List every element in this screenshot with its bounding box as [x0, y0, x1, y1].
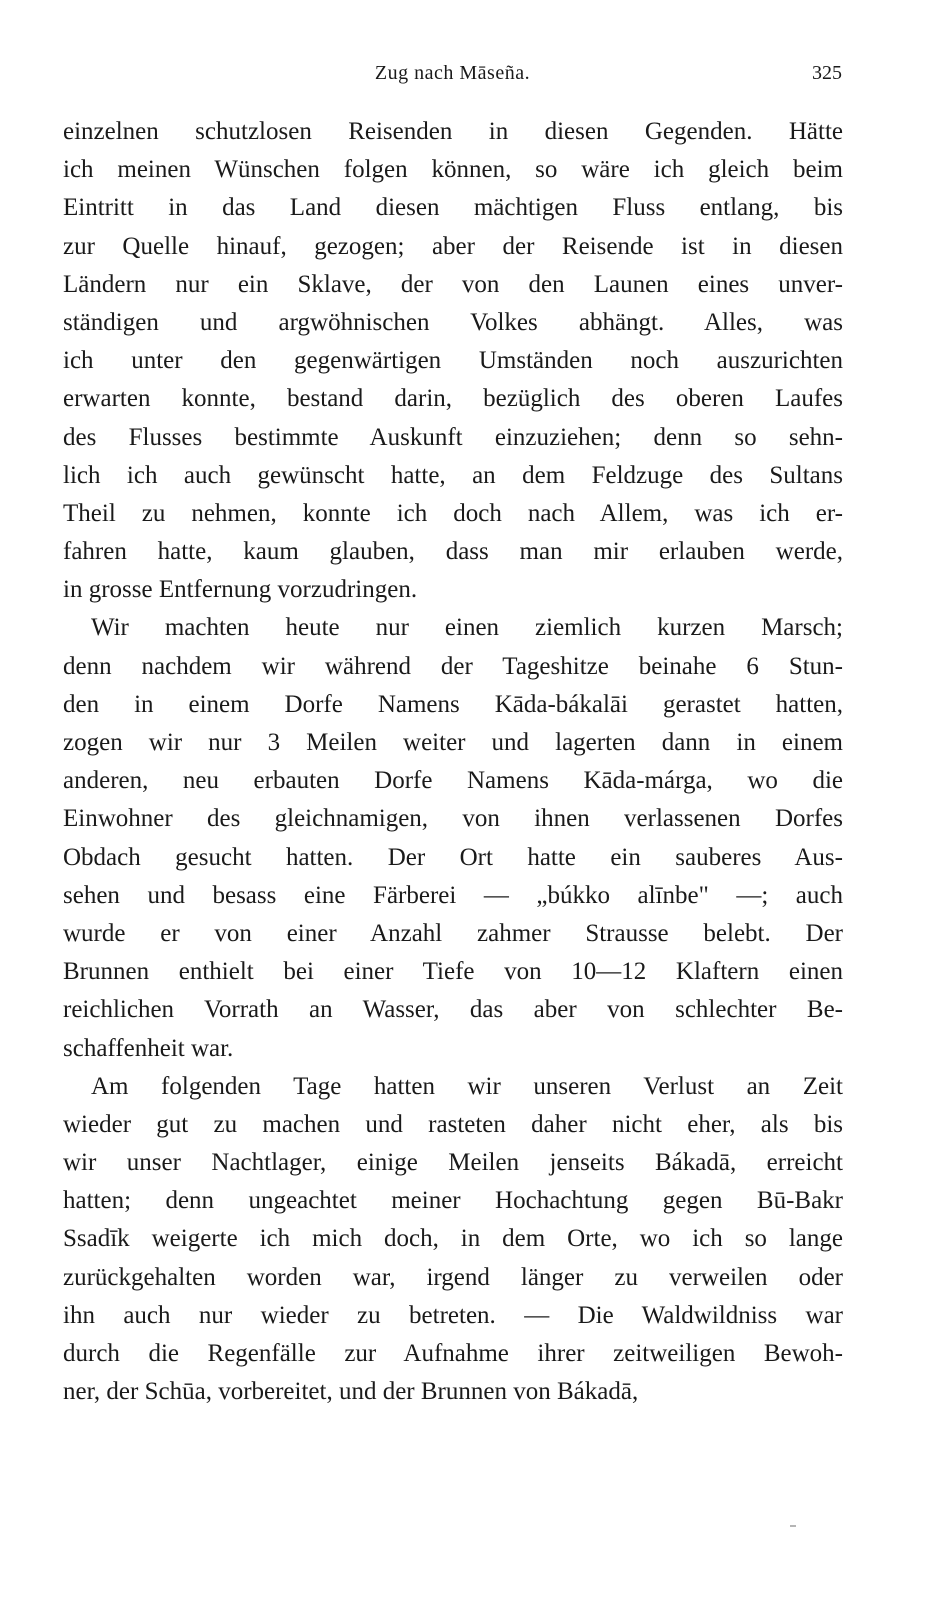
- text-line: des Flusses bestimmte Auskunft einzuziehen; denn so sehn-: [63, 423, 843, 451]
- text-line: in grosse Entfernung vorzudringen.: [63, 576, 418, 604]
- text-line: wieder gut zu machen und rasteten daher nicht eher, als bis: [63, 1110, 843, 1138]
- text-line: ich unter den gegenwärtigen Umständen noch auszurichten: [63, 347, 843, 375]
- text-line: ständigen und argwöhnischen Volkes abhängt. Alles, was: [63, 308, 843, 336]
- paragraph: [63, 609, 843, 1067]
- text-line: zurückgehalten worden war, irgend länger zu verweilen oder: [63, 1263, 843, 1291]
- text-line: lich ich auch gewünscht hatte, an dem Feldzuge des Sultans: [63, 461, 843, 489]
- text-line: hatten; denn ungeachtet meiner Hochachtung gegen Bū-Bakr: [63, 1187, 843, 1215]
- text-line: Ländern nur ein Sklave, der von den Launen eines unver-: [63, 270, 843, 298]
- text-line: fahren hatte, kaum glauben, dass man mir erlauben werde,: [63, 538, 843, 566]
- running-title: Zug nach Māseña.: [374, 62, 531, 84]
- text-line: sehen und besass eine Färberei — „búkko alīnbe" —; auch: [63, 881, 843, 909]
- text-line: zogen wir nur 3 Meilen weiter und lagerten dann in einem: [63, 729, 843, 756]
- page-number: 325: [812, 62, 842, 84]
- text-line: denn nachdem wir während der Tageshitze beinahe 6 Stun-: [63, 652, 843, 680]
- body-text: [63, 113, 843, 1411]
- text-line: wurde er von einer Anzahl zahmer Strausse belebt. Der: [63, 919, 843, 947]
- page-header: [63, 62, 842, 88]
- text-line: Ssadīk weigerte ich mich doch, in dem Orte, wo ich so lange: [63, 1225, 843, 1253]
- text-line: wir unser Nachtlager, einige Meilen jenseits Bákadā, erreicht: [63, 1149, 843, 1177]
- text-line: anderen, neu erbauten Dorfe Namens Kāda-márga, wo die: [63, 767, 843, 795]
- text-line: Theil zu nehmen, konnte ich doch nach Allem, was ich er-: [63, 499, 843, 527]
- text-line: einzelnen schutzlosen Reisenden in diesen Gegenden. Hätte: [63, 118, 843, 145]
- paragraph: [63, 1068, 843, 1412]
- text-line: erwarten konnte, bestand darin, bezüglich des oberen Laufes: [63, 385, 843, 413]
- text-line: Eintritt in das Land diesen mächtigen Fluss entlang, bis: [63, 194, 843, 222]
- text-line: reichlichen Vorrath an Wasser, das aber von schlechter Be-: [63, 996, 843, 1024]
- text-line: zur Quelle hinauf, gezogen; aber der Reisende ist in diesen: [63, 232, 843, 260]
- text-line: Einwohner des gleichnamigen, von ihnen verlassenen Dorfes: [63, 805, 843, 833]
- text-line: durch die Regenfälle zur Aufnahme ihrer zeitweiligen Bewoh-: [63, 1340, 843, 1367]
- text-line: Am folgenden Tage hatten wir unseren Verlust an Zeit: [91, 1072, 843, 1100]
- text-line: den in einem Dorfe Namens Kāda-bákalāi gerastet hatten,: [63, 690, 843, 718]
- text-line: Obdach gesucht hatten. Der Ort hatte ein sauberes Aus-: [63, 843, 843, 871]
- text-line: schaffenheit war.: [63, 1034, 234, 1062]
- text-line: ihn auch nur wieder zu betreten. — Die Waldwildniss war: [63, 1301, 843, 1329]
- paragraph: [63, 113, 843, 609]
- text-line: ner, der Schūa, vorbereitet, und der Brunnen von Bákadā,: [63, 1378, 639, 1406]
- text-line: ich meinen Wünschen folgen können, so wäre ich gleich beim: [63, 156, 843, 184]
- text-line: Brunnen enthielt bei einer Tiefe von 10—12 Klaftern einen: [63, 958, 843, 986]
- print-speck: [790, 1525, 796, 1527]
- text-line: Wir machten heute nur einen ziemlich kurzen Marsch;: [91, 614, 843, 642]
